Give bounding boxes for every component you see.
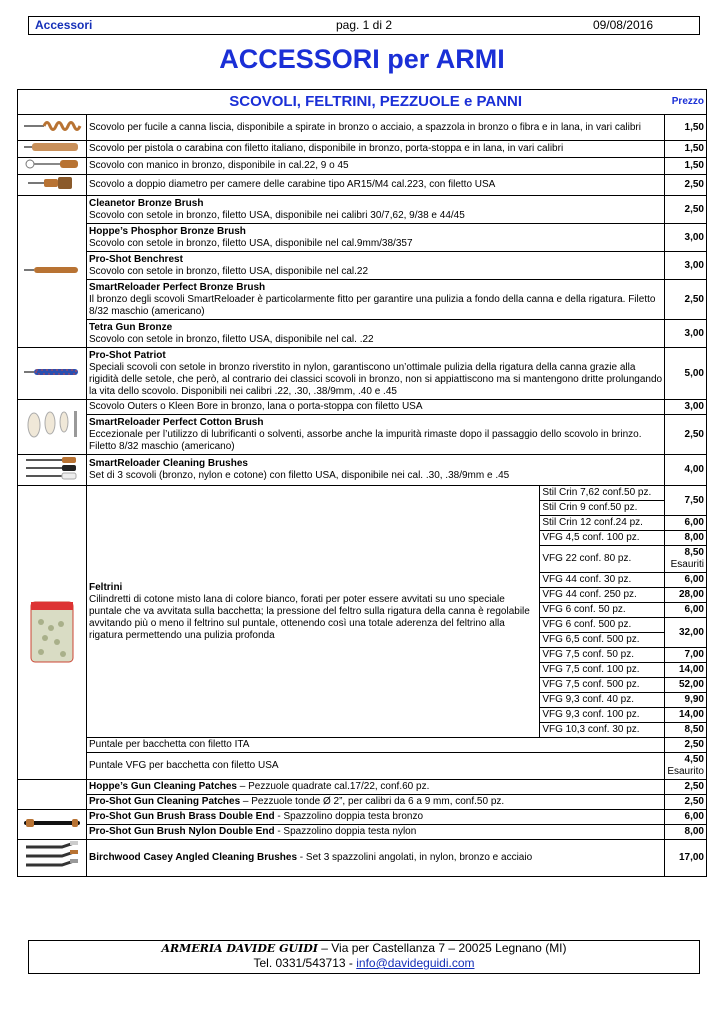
variant-price: 8,50 [684,547,704,558]
variant-label: VFG 7,5 conf. 50 pz. [540,648,665,663]
item-desc: Scovolo con setole in bronzo, filetto USA, disponibile nei calibri 30/7,62, 9/38 e 44/45 [89,209,465,221]
table-row [18,196,707,224]
table-row [18,320,707,348]
item-desc: Scovolo con setole in bronzo, filetto USA, disponibile nel cal.9mm/38/357 [89,237,413,249]
feltrini-name: Feltrini [89,581,123,593]
table-row [18,158,707,175]
item-price: 2,50 [665,780,707,795]
table-row [18,252,707,280]
item-price: 3,00 [665,320,707,348]
variant-price: 6,00 [665,603,707,618]
table-row [18,400,707,415]
shop-name: ARMERIA DAVIDE GUIDI [161,942,318,955]
handle-brush-icon [18,158,87,175]
table-row [18,280,707,320]
table-row [18,455,707,486]
bronze-brush-icon [18,196,87,348]
price-header: Prezzo [665,90,707,115]
variant-label: VFG 10,3 conf. 30 pz. [540,723,665,738]
item-desc: Speciali scovoli con setole in bronzo riverstito in nylon, garantiscono un’ottimale pulizia della rigatura della canna grazie alla rigidità delle setole, che però, al contrario dei classici scovoli in bronzo, non si appiattiscono ma si mantengono dritte prolungando la vita dello scovolo. Disponibili nei calibri .22, .30, .38/9mm, .40 e .45 [89,361,663,397]
variant-price: 52,00 [665,678,707,693]
variant-price: 8,50 [665,723,707,738]
item-desc: - Set 3 spazzolini angolati, in nylon, bronzo e acciaio [297,852,533,863]
variant-label: Stil Crin 9 conf.50 pz. [540,501,665,516]
table-row [18,780,707,795]
variant-price: 8,00 [665,531,707,546]
variant-price: 14,00 [665,663,707,678]
felt-bag-icon [18,486,87,780]
item-desc: Scovolo per pistola o carabina con filetto italiano, disponibile in bronzo, porta-stoppa e in lana, in vari calibri [87,141,665,158]
item-desc: Scovolo a doppio diametro per camere delle carabine tipo AR15/M4 cal.223, con filetto USA [87,175,665,196]
item-name: Pro-Shot Gun Brush Nylon Double End [89,826,275,837]
item-desc: - Spazzolino doppia testa nylon [274,826,417,837]
item-price: 6,00 [665,810,707,825]
email-link[interactable]: info@davideguidi.com [356,956,475,970]
table-row [18,753,707,780]
variant-label: VFG 22 conf. 80 pz. [540,546,665,573]
table-row [18,810,707,825]
variant-label: VFG 44 conf. 250 pz. [540,588,665,603]
item-price: 3,00 [665,224,707,252]
page-header [28,16,700,35]
header-page: pag. 1 di 2 [335,18,393,32]
item-desc: Scovolo con setole in bronzo, filetto USA, disponibile nel cal.22 [89,265,369,277]
page-footer [28,940,700,974]
item-price: 1,50 [665,115,707,141]
item-name: Tetra Gun Bronze [89,321,173,333]
item-price: 3,00 [665,252,707,280]
item-desc: Puntale VFG per bacchetta con filetto USA [87,753,665,780]
header-date: 09/08/2016 [592,18,653,32]
double-diameter-brush-icon [18,175,87,196]
variant-label: VFG 4,5 conf. 100 pz. [540,531,665,546]
item-name: Birchwood Casey Angled Cleaning Brushes [89,852,298,863]
item-price: 2,50 [665,738,707,753]
item-name: Hoppe’s Phosphor Bronze Brush [89,225,246,237]
angled-brush-icon [18,840,87,877]
variant-price: 6,00 [665,516,707,531]
item-name: Pro-Shot Gun Brush Brass Double End [89,811,275,822]
item-price: 4,50 [684,754,704,765]
item-name: SmartReloader Perfect Bronze Brush [89,281,266,293]
variant-label: Stil Crin 12 conf.24 pz. [540,516,665,531]
price-table [17,89,707,877]
item-desc: Scovolo con manico in bronzo, disponibile in cal.22, 9 o 45 [87,158,665,175]
table-row [18,224,707,252]
item-desc: Set di 3 scovoli (bronzo, nylon e cotone) con filetto USA, disponibile nei cal. .30, .38/9mm e .45 [89,470,510,481]
item-price: 2,50 [665,175,707,196]
item-price: 3,00 [665,400,707,415]
header-section: Accessori [35,18,93,32]
item-name: Cleanetor Bronze Brush [89,197,204,209]
table-row [18,825,707,840]
item-price: 1,50 [665,141,707,158]
item-price: 2,50 [665,795,707,810]
table-row [18,141,707,158]
section-title: SCOVOLI, FELTRINI, PEZZUOLE e PANNI [87,90,665,115]
variant-price: 28,00 [665,588,707,603]
spiral-brush-icon [18,115,87,141]
table-row [18,175,707,196]
brush-set-icon [18,455,87,486]
nylon-brush-icon [18,348,87,400]
item-desc: Scovolo con setole in bronzo, filetto USA, disponibile nel cal. .22 [89,333,374,345]
item-price: 1,50 [665,158,707,175]
feltrini-desc: Cilindretti di cotone misto lana di colore bianco, forati per poter essere avvitati su uno speciale puntale che va avvitata sulla bacchetta; la pressione del feltro sulla rigatura della canna è regolabile avvitando più o meno il feltrino sul puntale, ottenendo così una totale aderenza del feltrino alla rigatura permettendo una pulizia profonda [89,593,530,641]
out-of-stock-note: Esauriti [670,559,704,570]
item-desc: – Pezzuole quadrate cal.17/22, conf.60 pz. [237,781,430,792]
item-price: 8,00 [665,825,707,840]
table-row [18,415,707,455]
item-price: 17,00 [665,840,707,877]
variant-label: VFG 7,5 conf. 500 pz. [540,678,665,693]
variant-price: 7,00 [665,648,707,663]
variant-label: Stil Crin 7,62 conf.50 pz. [540,486,665,501]
item-name: Pro-Shot Benchrest [89,253,183,265]
item-price: 4,00 [665,455,707,486]
table-row [18,738,707,753]
variant-label: VFG 44 conf. 30 pz. [540,573,665,588]
item-desc: Eccezionale per l’utilizzo di lubrificanti o solventi, assorbe anche la impurità rimaste dopo il passaggio dello scovolo in brinzo. Filetto 8/32 maschio (americano) [89,428,642,452]
item-name: Pro-Shot Gun Cleaning Patches [89,796,241,807]
variant-label: VFG 9,3 conf. 100 pz. [540,708,665,723]
variant-price: 9,90 [665,693,707,708]
shop-tel: Tel. 0331/543713 - [253,956,357,970]
brush-icon [18,141,87,158]
item-desc: – Pezzuole tonde Ø 2”, per calibri da 6 a 9 mm, conf.50 pz. [240,796,505,807]
section-header-row [18,90,707,115]
item-price: 2,50 [665,280,707,320]
table-row [18,115,707,141]
item-desc: Scovolo per fucile a canna liscia, disponibile a spirate in bronzo o acciaio, a spazzola in bronzo o fibra e in lana, in vari calibri [87,115,665,141]
cotton-brush-icon [18,400,87,455]
table-row [18,486,707,501]
item-price: 5,00 [665,348,707,400]
item-name: Pro-Shot Patriot [89,349,166,361]
shop-address: – Via per Castellanza 7 – 20025 Legnano (MI) [317,941,567,955]
variant-price: 7,50 [665,486,707,516]
table-row [18,348,707,400]
variant-label: VFG 6 conf. 50 pz. [540,603,665,618]
page-title: ACCESSORI per ARMI [219,44,505,74]
out-of-stock-note: Esaurito [667,766,704,777]
variant-price: 6,00 [665,573,707,588]
item-desc: - Spazzolino doppia testa bronzo [274,811,424,822]
table-row [18,795,707,810]
item-name: SmartReloader Cleaning Brushes [89,458,248,469]
item-desc: Scovolo Outers o Kleen Bore in bronzo, lana o porta-stoppa con filetto USA [87,400,665,415]
variant-label: VFG 6,5 conf. 500 pz. [540,633,665,648]
item-name: SmartReloader Perfect Cotton Brush [89,416,264,428]
item-price: 2,50 [665,196,707,224]
item-desc: Puntale per bacchetta con filetto ITA [87,738,665,753]
variant-price: 32,00 [665,618,707,648]
table-row [18,840,707,877]
item-name: Hoppe’s Gun Cleaning Patches [89,781,237,792]
variant-label: VFG 7,5 conf. 100 pz. [540,663,665,678]
item-desc: Il bronzo degli scovoli SmartReloader è particolarmente fitto per garantire una pulizia a fondo della canna e della rigatura. Filetto 8/32 maschio (americano) [89,293,656,317]
variant-label: VFG 6 conf. 500 pz. [540,618,665,633]
double-end-brush-icon [18,810,87,840]
item-price: 2,50 [665,415,707,455]
variant-price: 14,00 [665,708,707,723]
variant-label: VFG 9,3 conf. 40 pz. [540,693,665,708]
